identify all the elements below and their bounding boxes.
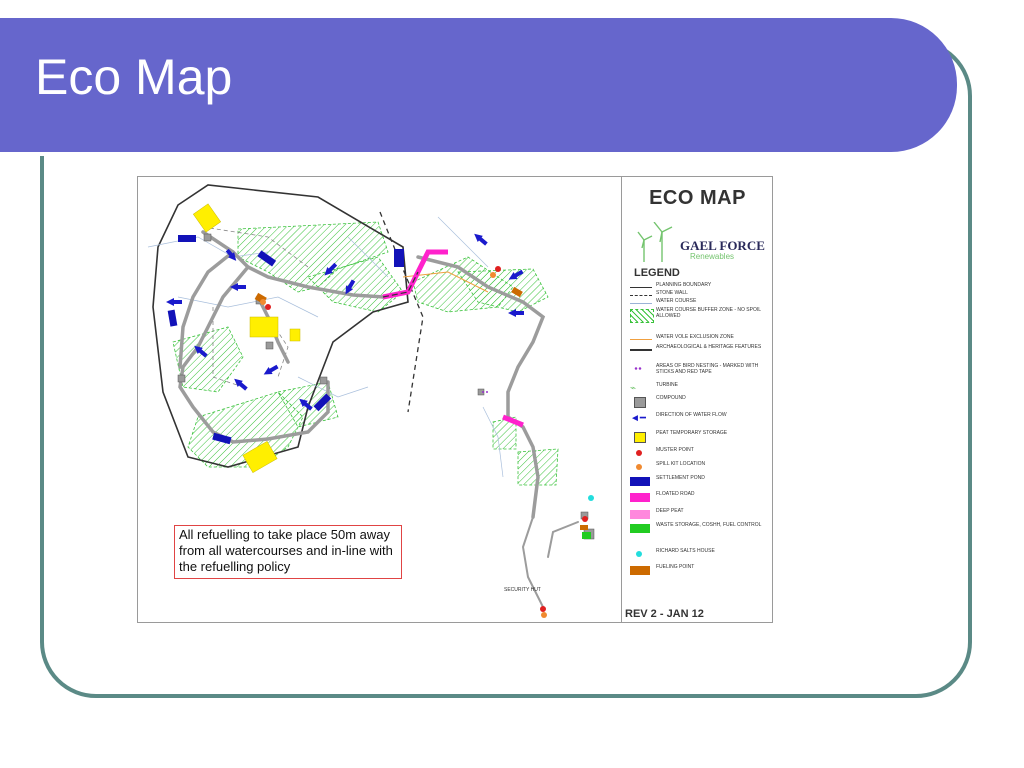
slide-title: Eco Map: [35, 49, 233, 105]
legend-label: FLOATED ROAD: [656, 491, 695, 497]
legend-item: [630, 522, 770, 538]
legend-item: [630, 430, 770, 446]
legend-item: [630, 344, 770, 360]
legend-label: SETTLEMENT POND: [656, 475, 705, 481]
buffer-zones: [173, 222, 558, 485]
peat-storage: [250, 317, 278, 337]
legend-label: WATER COURSE BUFFER ZONE - NO SPOIL ALLOWED: [656, 307, 761, 319]
legend-heading: LEGEND: [634, 267, 680, 279]
legend-label: ARCHAEOLOGICAL & HERITAGE FEATURES: [656, 344, 762, 350]
legend-label: FUELING POINT: [656, 564, 695, 570]
settlement-pond: [168, 310, 178, 327]
legend-symbol: [636, 551, 642, 557]
legend-symbol: [630, 303, 652, 304]
legend-symbol: ◄━: [630, 413, 646, 424]
legend-label: PLANNING BOUNDARY: [656, 282, 712, 288]
bird-nesting-areas: [482, 391, 488, 393]
brand-sub: Renewables: [690, 252, 735, 261]
legend-symbol: [630, 287, 652, 288]
refuelling-note: All refuelling to take place 50m away from all watercourses and in-line with the refuelling policy: [174, 525, 402, 579]
legend-symbol: [630, 524, 650, 533]
peat-storage: [193, 204, 220, 232]
legend-symbol: [630, 349, 652, 351]
legend-label: RICHARD SALTS HOUSE: [656, 548, 715, 554]
legend-label: STONE WALL: [656, 290, 688, 296]
legend-symbol: [634, 432, 646, 443]
eco-map-image: [137, 176, 773, 623]
legend-item: [630, 363, 770, 379]
legend-symbol: [636, 450, 642, 456]
map-title: ECO MAP: [649, 187, 746, 209]
legend-item: [630, 307, 770, 323]
legend-label: WATER VOLE EXCLUSION ZONE: [656, 334, 734, 340]
brand-name: GAEL FORCE: [680, 238, 765, 253]
settlement-pond: [178, 235, 196, 242]
legend-symbol: [630, 510, 650, 519]
legend-item: [630, 548, 770, 564]
legend-symbol: [630, 295, 652, 296]
legend-item: [630, 395, 770, 411]
waste-storage: [582, 532, 591, 539]
legend-label: TURBINE: [656, 382, 678, 388]
legend-symbol: [636, 464, 642, 470]
legend-symbol: [634, 397, 646, 408]
legend-label: MUSTER POINT: [656, 447, 694, 453]
legend-symbol: [634, 367, 642, 370]
legend-symbol: [630, 477, 650, 486]
legend-symbol: [630, 493, 650, 502]
legend-label: DIRECTION OF WATER FLOW: [656, 412, 727, 418]
legend-label: WASTE STORAGE, COSHH, FUEL CONTROL: [656, 522, 762, 528]
settlement-pond: [394, 249, 404, 267]
richard-salts-house: [588, 495, 594, 501]
peat-storage: [290, 329, 300, 341]
legend-label: PEAT TEMPORARY STORAGE: [656, 430, 728, 436]
wind-turbine-icon: [632, 222, 678, 262]
legend-label: DEEP PEAT: [656, 508, 684, 514]
legend-symbol: [630, 339, 652, 340]
revision-label: REV 2 - JAN 12: [625, 608, 704, 620]
stone-wall: [380, 212, 423, 412]
legend-item: [630, 475, 770, 491]
legend-label: COMPOUND: [656, 395, 686, 401]
legend-label: WATER COURSE: [656, 298, 697, 304]
legend-item: [630, 412, 770, 428]
security-hut-label: SECURITY HUT: [504, 587, 541, 593]
legend-label: AREAS OF BIRD NESTING - MARKED WITH STICKS AND RED TAPE: [656, 363, 759, 375]
title-underline: [0, 152, 905, 156]
legend-item: [630, 491, 770, 507]
legend-symbol: [630, 566, 650, 575]
legend-label: SPILL KIT LOCATION: [656, 461, 706, 467]
gael-force-logo: [632, 222, 772, 262]
legend-symbol: [630, 309, 654, 323]
map-legend-panel: [621, 177, 773, 622]
legend-symbol: ⌁: [630, 383, 637, 394]
legend-item: [630, 564, 770, 580]
